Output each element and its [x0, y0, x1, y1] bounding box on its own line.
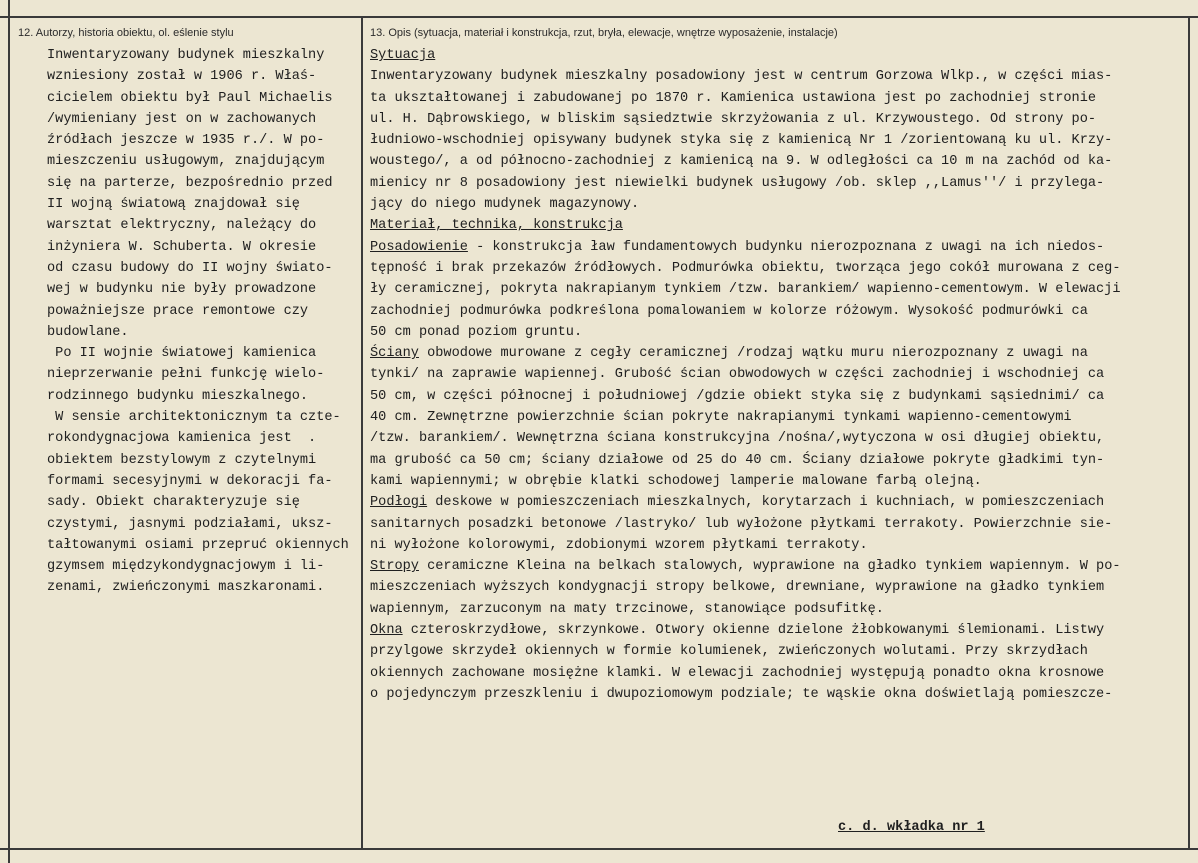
subsection-heading: Podłogi	[370, 495, 428, 511]
description-line	[370, 492, 1182, 513]
description-text: /tzw. barankiem/. Wewnętrzna ściana konstrukcyjna /nośna/,wytyczona w osi długiej obiektu,	[370, 431, 1105, 447]
history-line: tałtowanymi osiami przepruć okiennych	[47, 537, 349, 553]
description-text: kami wapiennymi; w obrębie klatki schodowej lamperie malowane farbą olejną.	[370, 473, 982, 489]
description-line	[370, 237, 1182, 258]
history-line: gzymsem międzykondygnacjowym i li-	[47, 559, 325, 575]
description-text: tępność i brak przekazów źródłowych. Podmurówka obiektu, tworząca jego cokół murowana z ceg-	[370, 260, 1121, 276]
description-line	[370, 322, 1182, 343]
history-column	[47, 45, 357, 599]
description-line	[370, 535, 1182, 556]
description-line	[370, 279, 1182, 300]
history-line: nieprzerwanie pełni funkcję wielo-	[47, 367, 325, 383]
description-line	[370, 66, 1182, 87]
section-12-header: 12. Autorzy, historia obiektu, ol. eślenie stylu	[18, 27, 234, 39]
bottom-border	[0, 848, 1198, 850]
description-text: wapiennym, zarzuconym na maty trzcinowe, stanowiące podsufitkę.	[370, 601, 884, 617]
description-line	[370, 407, 1182, 428]
description-line	[370, 215, 1182, 236]
history-line: czystymi, jasnymi podziałami, uksz-	[47, 516, 333, 532]
description-column	[370, 45, 1182, 705]
description-text: sanitarnych posadzki betonowe /lastryko/ lub wyłożone płytkami terrakoty. Powierzchnie sie-	[370, 516, 1113, 532]
description-line	[370, 471, 1182, 492]
description-line	[370, 194, 1182, 215]
description-text: mieszczeniach wyższych kondygnacji stropy belkowe, drewniane, wyprawione na gładko tynkiem	[370, 580, 1105, 596]
subsection-heading: Ściany	[370, 346, 419, 362]
history-line: Po II wojnie światowej kamienica	[47, 346, 317, 362]
description-text: obwodowe murowane z cegły ceramicznej /rodzaj wątku muru nierozpoznany z uwagi na	[418, 346, 1088, 362]
history-line: wej w budynku nie były prowadzone	[47, 282, 317, 298]
description-text: 50 cm, w części północnej i południowej /gdzie obiekt styka się z budynkami sąsiednimi/ ca	[370, 388, 1105, 404]
description-text: ni wyłożone kolorowymi, zdobionymi wzorem płytkami terrakoty.	[370, 537, 868, 553]
history-line: inżyniera W. Schuberta. W okresie	[47, 239, 317, 255]
description-line	[370, 386, 1182, 407]
history-line: poważniejsze prace remontowe czy	[47, 303, 309, 319]
description-line	[370, 663, 1182, 684]
history-line: mieszczeniu usługowym, znajdującym	[47, 154, 325, 170]
description-line	[370, 450, 1182, 471]
history-line: zenami, zwieńczonymi maszkaronami.	[47, 580, 325, 596]
description-text: przylgowe skrzydeł okiennych w formie kolumienek, zwieńczonych wolutami. Przy skrzydłach	[370, 644, 1088, 660]
description-text: zachodniej podmurówka podkreślona pomalowaniem w kolorze różowym. Wysokość podmurówki ca	[370, 303, 1088, 319]
description-line	[370, 556, 1182, 577]
description-line	[370, 599, 1182, 620]
history-line: cicielem obiektu był Paul Michaelis	[47, 90, 333, 106]
subsection-heading: Posadowienie	[370, 239, 468, 255]
top-border	[0, 16, 1198, 18]
description-line	[370, 577, 1182, 598]
description-line	[370, 258, 1182, 279]
history-line: formami secesyjnymi w dekoracji fa-	[47, 473, 333, 489]
description-text: jący do niego mudynek magazynowy.	[370, 197, 640, 213]
column-divider	[361, 17, 363, 849]
subsection-heading: Okna	[370, 623, 403, 639]
description-text: tynki/ na zaprawie wapiennej. Grubość ścian obwodowych w części zachodniej i wschodniej ca	[370, 367, 1105, 383]
description-line	[370, 343, 1182, 364]
subsection-heading: Stropy	[370, 559, 419, 575]
history-line: się na parterze, bezpośrednio przed	[47, 175, 333, 191]
subsection-heading: Materiał, technika, konstrukcja	[370, 218, 623, 234]
description-line	[370, 620, 1182, 641]
history-line: W sensie architektonicznym ta czte-	[47, 410, 341, 426]
history-line: /wymieniany jest on w zachowanych	[47, 111, 317, 127]
description-text: o pojedynczym przeszkleniu i dwupoziomowym podziale; te wąskie okna doświetlają pomieszcze-	[370, 686, 1113, 702]
description-text: 50 cm ponad poziom gruntu.	[370, 324, 583, 340]
description-text: ceramiczne Kleina na belkach stalowych, wyprawione na gładko tynkiem wapiennym. W po-	[418, 559, 1121, 575]
description-line	[370, 301, 1182, 322]
description-text: 40 cm. Zewnętrzne powierzchnie ścian pokryte nakrapianymi tynkami wapienno-cementowymi	[370, 410, 1072, 426]
left-border	[8, 0, 10, 863]
history-line: wzniesiony został w 1906 r. Właś-	[47, 69, 317, 85]
description-line	[370, 684, 1182, 705]
continuation-note: c. d. wkładka nr 1	[838, 820, 985, 835]
section-13-header: 13. Opis (sytuacja, materiał i konstrukcja, rzut, bryła, elewacje, wnętrze wyposażenie, instalacje)	[370, 27, 838, 39]
history-line: sady. Obiekt charakteryzuje się	[47, 495, 300, 511]
history-line: Inwentaryzowany budynek mieszkalny	[47, 48, 325, 63]
description-line	[370, 364, 1182, 385]
description-text: ta ukształtowanej i zabudowanej po 1870 r. Kamienica ustawiona jest po zachodniej stronie	[370, 90, 1097, 106]
description-text: mienicy nr 8 posadowiony jest niewielki budynek usługowy /ob. sklep ,,Lamus''/ i przylega-	[370, 175, 1105, 191]
description-text: deskowe w pomieszczeniach mieszkalnych, korytarzach i kuchniach, w pomieszczeniach	[427, 495, 1105, 511]
description-line	[370, 173, 1182, 194]
description-text: ma grubość ca 50 cm; ściany działowe od 25 do 40 cm. Ściany działowe pokryte gładkimi tyn-	[370, 452, 1105, 468]
description-line	[370, 151, 1182, 172]
description-line	[370, 130, 1182, 151]
history-line: obiektem bezstylowym z czytelnymi	[47, 452, 317, 468]
history-line: rodzinnego budynku mieszkalnego.	[47, 388, 309, 404]
history-line: od czasu budowy do II wojny świato-	[47, 260, 333, 276]
subsection-heading: Sytuacja	[370, 48, 436, 63]
description-text: ul. H. Dąbrowskiego, w bliskim sąsiedztwie skrzyżowania z ul. Krzywoustego. Od strony po-	[370, 111, 1097, 127]
description-text: łudniowo-wschodniej opisywany budynek styka się z kamienicą Nr 1 /zorientowaną ku ul. Krzy-	[370, 133, 1113, 149]
history-line: rokondygnacjowa kamienica jest .	[47, 431, 317, 447]
description-text: - konstrukcja ław fundamentowych budynku nierozpoznana z uwagi na ich niedos-	[467, 239, 1105, 255]
description-text: ły ceramicznej, pokryta nakrapianym tynkiem /tzw. barankiem/ wapienno-cementowym. W elewacji	[370, 282, 1121, 298]
description-line	[370, 514, 1182, 535]
description-text: okiennych zachowane mosiężne klamki. W elewacji zachodniej występują ponadto okna krosnowe	[370, 665, 1105, 681]
description-line	[370, 641, 1182, 662]
description-line	[370, 109, 1182, 130]
history-line: budowlane.	[47, 324, 129, 340]
right-border	[1188, 17, 1190, 849]
description-text: czteroskrzydłowe, skrzynkowe. Otwory okienne dzielone żłobkowanymi ślemionami. Listwy	[402, 623, 1105, 639]
description-line	[370, 428, 1182, 449]
history-line: źródłach jeszcze w 1935 r./. W po-	[47, 133, 325, 149]
description-line	[370, 45, 1182, 66]
description-text: Inwentaryzowany budynek mieszkalny posadowiony jest w centrum Gorzowa Wlkp., w części mias-	[370, 69, 1113, 85]
description-text: woustego/, a od północno-zachodniej z kamienicą na 9. W odległości ca 10 m na zachód od ka-	[370, 154, 1113, 170]
history-line: II wojną światową znajdował się	[47, 197, 300, 213]
description-line	[370, 88, 1182, 109]
history-line: warsztat elektryczny, należący do	[47, 218, 317, 234]
